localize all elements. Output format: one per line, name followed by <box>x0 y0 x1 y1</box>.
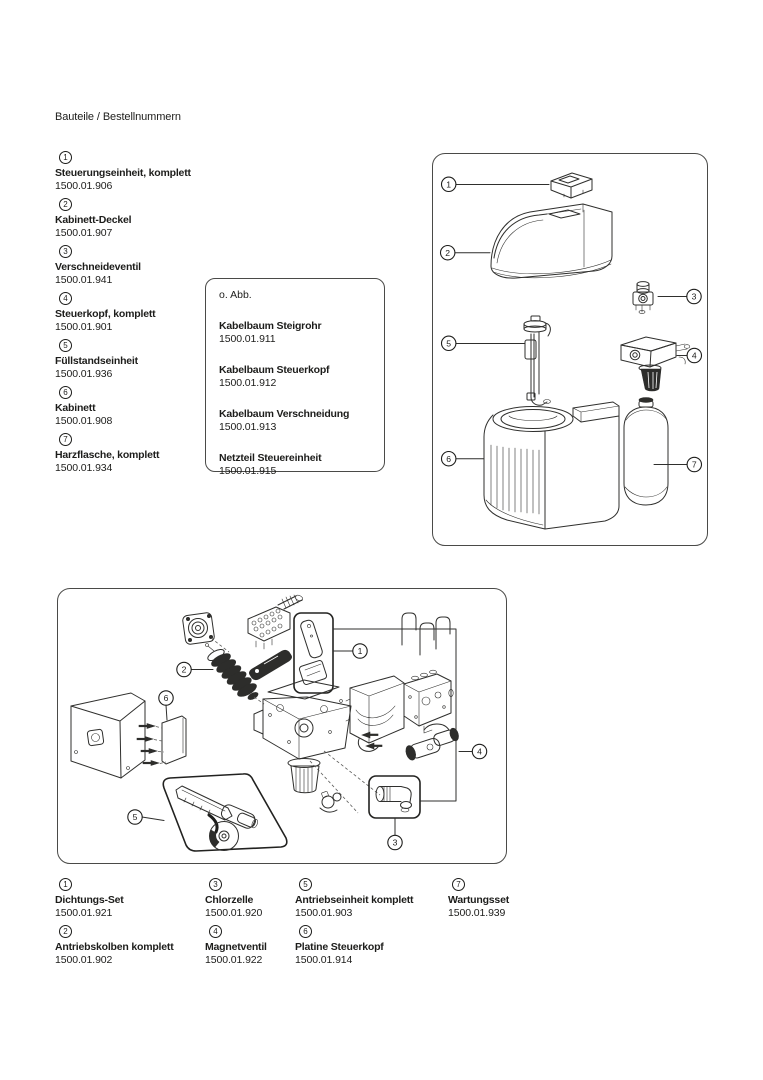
part-name: Chlorzelle <box>205 894 254 906</box>
part-order-number: 1500.01.921 <box>55 907 113 919</box>
page-title: Bauteile / Bestellnummern <box>55 111 181 123</box>
svg-text:5: 5 <box>132 812 138 823</box>
item-number-badge: 7 <box>59 433 72 446</box>
part-name: Steuerkopf, komplett <box>55 308 156 320</box>
left-parts-list <box>55 151 215 480</box>
part-name: Verschneideventil <box>55 261 141 273</box>
svg-text:4: 4 <box>477 746 482 757</box>
item-number-badge: 5 <box>299 878 312 891</box>
solenoid-valve-drawing <box>403 724 472 761</box>
part-name: Antriebskolben komplett <box>55 941 174 953</box>
svg-text:2: 2 <box>181 664 187 675</box>
part-order-number: 1500.01.920 <box>205 907 263 919</box>
part-name: Wartungsset <box>448 894 509 906</box>
svg-text:6: 6 <box>446 453 452 464</box>
svg-text:7: 7 <box>691 459 697 470</box>
part-order-number: 1500.01.914 <box>295 954 353 966</box>
part-order-number: 1500.01.908 <box>55 415 113 427</box>
item-number-badge: 3 <box>209 878 222 891</box>
part-name: Steuerungseinheit, komplett <box>55 167 191 179</box>
softener-exploded-drawing <box>433 154 706 544</box>
drive-housing-drawing <box>346 676 404 751</box>
bottom-list-column-4 <box>448 878 608 925</box>
bottom-list-column-1 <box>55 878 215 972</box>
control-head-drawing <box>621 337 690 391</box>
part-name: Kabelbaum Steigrohr <box>219 320 322 332</box>
item-number-badge: 4 <box>59 292 72 305</box>
part-name: Kabelbaum Verschneidung <box>219 408 350 420</box>
part-order-number: 1500.01.939 <box>448 907 506 919</box>
item-number-badge: 1 <box>59 878 72 891</box>
svg-text:3: 3 <box>691 291 697 302</box>
not-illustrated-box <box>205 278 385 477</box>
callout-3 <box>388 835 402 849</box>
part-order-number: 1500.01.912 <box>219 377 277 389</box>
part-order-number: 1500.01.911 <box>219 333 276 345</box>
callout-3 <box>687 289 701 303</box>
part-order-number: 1500.01.915 <box>219 465 277 477</box>
list-item <box>55 433 215 475</box>
callout-5 <box>128 810 142 824</box>
item-number-badge: 4 <box>209 925 222 938</box>
item-number-badge: 6 <box>299 925 312 938</box>
svg-text:1: 1 <box>446 179 452 190</box>
cover-plate-drawing <box>249 650 291 680</box>
list-item <box>55 386 215 428</box>
clamp-part-drawing <box>320 791 341 812</box>
callout-1 <box>353 644 367 658</box>
callout-5 <box>442 336 456 350</box>
svg-text:4: 4 <box>691 350 697 361</box>
valve-exploded-drawing <box>58 589 505 862</box>
svg-text:1: 1 <box>357 646 363 657</box>
list-item <box>55 245 215 287</box>
list-item <box>55 292 215 334</box>
valve-body-drawing <box>254 680 380 813</box>
control-unit-drawing <box>456 173 592 198</box>
softener-exploded-figure <box>432 153 708 546</box>
callout-1 <box>442 177 456 191</box>
item-number-badge: 3 <box>59 245 72 258</box>
item-number-badge: 1 <box>59 151 72 164</box>
list-item <box>55 878 215 920</box>
list-item <box>219 364 376 390</box>
callout-6 <box>159 691 173 705</box>
callout-4 <box>687 348 701 362</box>
part-order-number: 1500.01.906 <box>55 180 113 192</box>
injector-grid-drawing <box>248 594 304 649</box>
part-order-number: 1500.01.913 <box>219 421 277 433</box>
callout-6 <box>442 452 456 466</box>
cabinet-drawing <box>456 402 619 529</box>
part-order-number: 1500.01.936 <box>55 368 113 380</box>
list-item <box>295 878 455 920</box>
housing-cover-drawing <box>71 693 145 778</box>
part-name: Kabelbaum Steuerkopf <box>219 364 330 376</box>
list-item <box>448 878 608 920</box>
list-item <box>219 408 376 434</box>
list-item <box>55 151 215 193</box>
part-name: Platine Steuerkopf <box>295 941 384 953</box>
item-number-badge: 2 <box>59 198 72 211</box>
part-name: Harzflasche, komplett <box>55 449 160 461</box>
cabinet-lid-drawing <box>455 204 612 278</box>
part-order-number: 1500.01.934 <box>55 462 113 474</box>
not-illustrated-label: o. Abb. <box>219 289 252 301</box>
part-name: Füllstandseinheit <box>55 355 138 367</box>
callout-7 <box>687 457 701 471</box>
injector-block-drawing <box>404 670 453 733</box>
part-name: Netzteil Steuereinheit <box>219 452 322 464</box>
list-item <box>219 320 376 346</box>
drive-unit-drawing <box>142 774 287 851</box>
callout-2 <box>441 246 455 260</box>
blending-valve-drawing <box>633 282 687 314</box>
elbow-fitting-drawing <box>369 776 420 836</box>
item-number-badge: 6 <box>59 386 72 399</box>
level-unit-drawing <box>456 316 551 405</box>
list-item <box>219 452 376 478</box>
part-order-number: 1500.01.941 <box>55 274 113 286</box>
list-item <box>55 925 215 967</box>
callout-2 <box>177 662 191 676</box>
part-order-number: 1500.01.903 <box>295 907 353 919</box>
part-order-number: 1500.01.907 <box>55 227 113 239</box>
part-name: Antriebseinheit komplett <box>295 894 414 906</box>
part-name: Magnetventil <box>205 941 267 953</box>
circuit-board-drawing <box>137 705 186 766</box>
list-item <box>295 925 455 967</box>
item-number-badge: 5 <box>59 339 72 352</box>
valve-exploded-figure <box>57 588 507 864</box>
list-item <box>55 198 215 240</box>
svg-text:2: 2 <box>445 247 451 258</box>
resin-bottle-drawing <box>624 398 687 505</box>
bottom-list-column-3 <box>295 878 455 972</box>
part-order-number: 1500.01.922 <box>205 954 263 966</box>
callout-4 <box>472 744 486 758</box>
svg-text:6: 6 <box>163 693 169 704</box>
svg-text:3: 3 <box>392 837 398 848</box>
part-name: Kabinett-Deckel <box>55 214 132 226</box>
item-number-badge: 2 <box>59 925 72 938</box>
part-order-number: 1500.01.901 <box>55 321 113 333</box>
part-name: Kabinett <box>55 402 96 414</box>
item-number-badge: 7 <box>452 878 465 891</box>
list-item <box>55 339 215 381</box>
part-order-number: 1500.01.902 <box>55 954 113 966</box>
wire-clips-drawing <box>402 613 450 655</box>
part-name: Dichtungs-Set <box>55 894 124 906</box>
svg-text:5: 5 <box>446 338 452 349</box>
